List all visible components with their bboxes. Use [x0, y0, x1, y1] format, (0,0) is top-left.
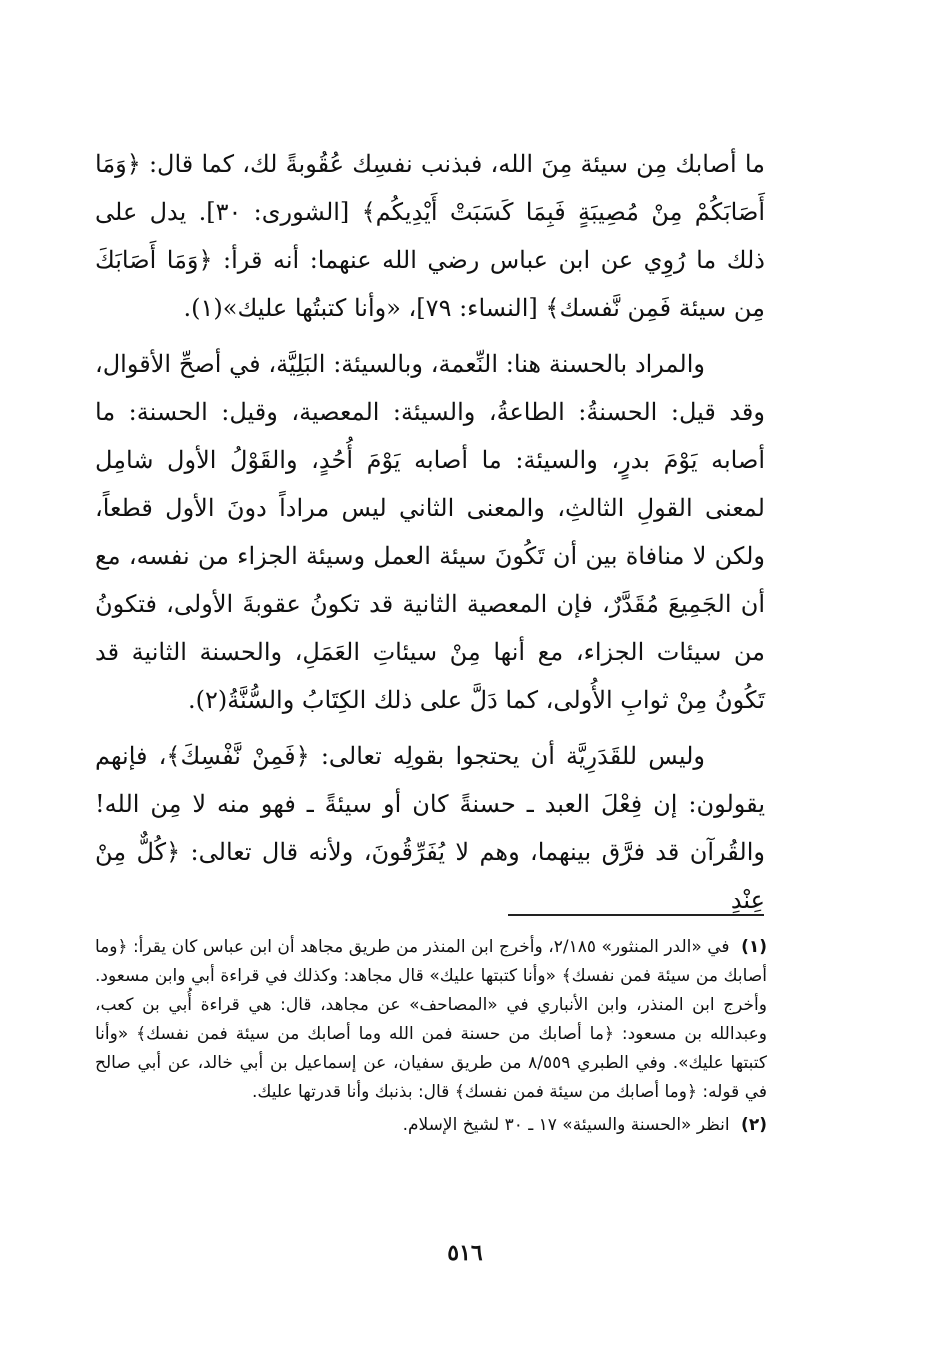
- footnote-1-text: في «الدر المنثور» ٢/١٨٥، وأخرج ابن المنذر من طريق مجاهد أن ابن عباس كان يقرأ: ﴿وما أصابك من سيئة فمن نفسك﴾ «وأنا كتبتها عليك» قال مجاهد: وكذلك في قراءة أبي وابن مسعود. وأخرج ابن المنذر، وابن الأنباري في «المصاحف» عن مجاهد، قال: هي قراءة أُبي بن كعب، وعبدالله بن مسعود: ﴿ما أصابك من حسنة فمن الله وما أصابك من سيئة فمن نفسك﴾ «وأنا كتبتها عليك». وفي الطبري ٨/٥٥٩ من طريق سفيان، عن إسماعيل بن أبي خالد، عن أبي صالح في قوله: ﴿وما أصابك من سيئة فمن نفسك﴾ قال: بذنبك وأنا قدرتها عليك.: [95, 937, 767, 1102]
- footnote-2-text: انظر «الحسنة والسيئة» ١٧ ـ ٣٠ لشيخ الإسلام.: [402, 1115, 730, 1135]
- main-text-block: [95, 140, 765, 924]
- footnote-2: [95, 1111, 767, 1140]
- page-number: ٥١٦: [447, 1240, 483, 1266]
- paragraph-1: ما أصابك مِن سيئة مِنَ الله، فبذنب نفسِك عُقُوبةً لك، كما قال: ﴿وَمَا أَصَابَكُمْ مِنْ مُصِيبَةٍ فَبِمَا كَسَبَتْ أَيْدِيكُم﴾ [الشورى: ٣٠]. يدل على ذلك ما رُوِي عن ابن عباس رضي الله عنهما: أنه قرأ: ﴿وَمَا أَصَابَكَ مِن سيئة فَمِن نَّفسك﴾ [النساء: ٧٩]، «وأنا كتبتُها عليك»(١).: [95, 150, 766, 322]
- footnote-2-number: (٢): [741, 1115, 767, 1135]
- paragraph-2: والمراد بالحسنة هنا: النِّعمة، وبالسيئة: البَلِيَّة، في أصحِّ الأقوال، وقد قيل: الحسنةُ: الطاعةُ، والسيئة: المعصية، وقيل: الحسنة: ما أصابه يَوْمَ بدرٍ، والسيئة: ما أصابه يَوْمَ أُحُدٍ، والقَوْلُ الأول شامِل لمعنى القولِ الثالثِ، والمعنى الثاني ليس مراداً دونَ الأول قطعاً، ولكن لا منافاة بين أن تَكُونَ سيئة العمل وسيئة الجزاء من نفسه، مع أن الجَمِيعَ مُقَدَّرٌ، فإن المعصية الثانية قد تكونُ عقوبةَ الأولى، فتكونُ من سيئات الجزاء، مع أنها مِنْ سيئاتِ العَمَلِ، والحسنة الثانية قد تَكُونُ مِنْ ثوابِ الأُولى، كما دَلَّ على ذلك الكِتَابُ والسُّنَّةُ(٢).: [95, 350, 765, 714]
- footnote-1: [95, 933, 767, 1107]
- paragraph-3: وليس للقَدَرِيَّة أن يحتجوا بقولِه تعالى: ﴿فَمِنْ نَّفْسِكَ﴾، فإنهم يقولون: إن فِعْلَ العبد ـ حسنةً كان أو سيئةً ـ فهو منه لا مِن الله! والقُرآن قد فرَّق بينهما، وهم لا يُفَرِّقُونَ، ولأنه قال تعالى: ﴿كُلٌّ مِنْ عِنْدِ: [95, 742, 765, 914]
- footnotes-block: [95, 933, 767, 1140]
- footnote-1-number: (١): [741, 937, 768, 957]
- footnote-separator: [508, 914, 764, 916]
